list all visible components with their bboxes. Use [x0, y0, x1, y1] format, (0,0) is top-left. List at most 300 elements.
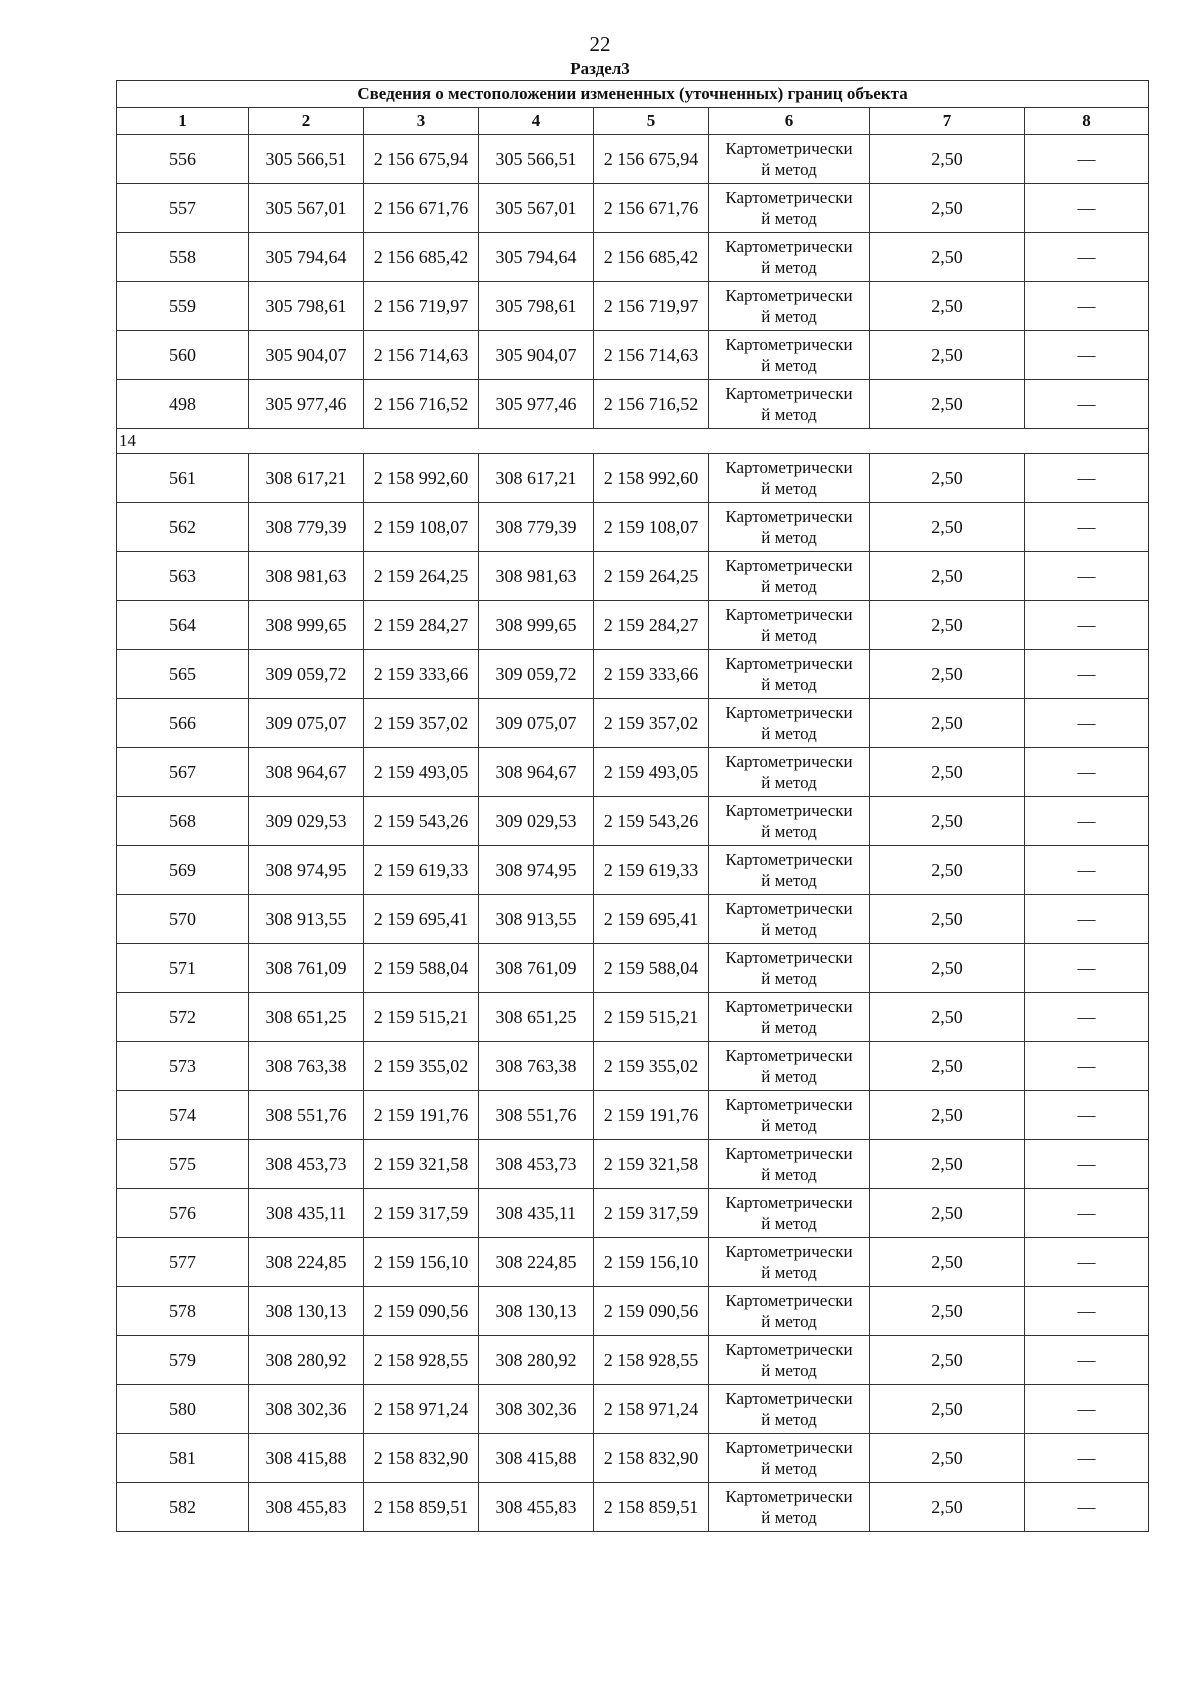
- refined-x-cell: 305 567,01: [479, 184, 594, 233]
- table-row: [117, 1483, 1149, 1532]
- method-text-line2: й метод: [761, 724, 817, 743]
- point-number-cell: 564: [117, 601, 249, 650]
- method-cell: [709, 1189, 870, 1238]
- description-cell: —: [1025, 331, 1149, 380]
- description-cell: —: [1025, 748, 1149, 797]
- accuracy-cell: 2,50: [870, 552, 1025, 601]
- table-row: [117, 135, 1149, 184]
- existing-y-cell: 2 156 719,97: [364, 282, 479, 331]
- accuracy-cell: 2,50: [870, 1385, 1025, 1434]
- accuracy-cell: 2,50: [870, 1189, 1025, 1238]
- accuracy-cell: 2,50: [870, 993, 1025, 1042]
- refined-x-cell: 308 981,63: [479, 552, 594, 601]
- existing-y-cell: 2 156 685,42: [364, 233, 479, 282]
- method-text-line1: Картометрически: [725, 335, 853, 354]
- method-text-line2: й метод: [761, 1508, 817, 1527]
- refined-y-cell: 2 156 671,76: [594, 184, 709, 233]
- table-row: [117, 331, 1149, 380]
- method-text-line2: й метод: [761, 920, 817, 939]
- point-number-cell: 573: [117, 1042, 249, 1091]
- method-text-line2: й метод: [761, 209, 817, 228]
- point-number-cell: 571: [117, 944, 249, 993]
- existing-x-cell: 308 913,55: [249, 895, 364, 944]
- existing-x-cell: 308 964,67: [249, 748, 364, 797]
- table-row: [117, 1434, 1149, 1483]
- point-number-cell: 576: [117, 1189, 249, 1238]
- method-text-line1: Картометрически: [725, 556, 853, 575]
- table-row: [117, 1385, 1149, 1434]
- existing-x-cell: 308 435,11: [249, 1189, 364, 1238]
- description-cell: —: [1025, 184, 1149, 233]
- existing-x-cell: 305 566,51: [249, 135, 364, 184]
- accuracy-cell: 2,50: [870, 1434, 1025, 1483]
- refined-x-cell: 308 551,76: [479, 1091, 594, 1140]
- description-cell: —: [1025, 944, 1149, 993]
- column-header-6: 6: [709, 108, 870, 135]
- point-number-cell: 570: [117, 895, 249, 944]
- method-text-line2: й метод: [761, 871, 817, 890]
- refined-x-cell: 308 435,11: [479, 1189, 594, 1238]
- refined-x-cell: 305 794,64: [479, 233, 594, 282]
- method-text-line1: Картометрически: [725, 1046, 853, 1065]
- method-text-line1: Картометрически: [725, 850, 853, 869]
- existing-y-cell: 2 158 928,55: [364, 1336, 479, 1385]
- table-row: [117, 895, 1149, 944]
- page-number: 22: [589, 32, 611, 56]
- method-text-line2: й метод: [761, 1067, 817, 1086]
- method-text-line1: Картометрически: [725, 507, 853, 526]
- existing-y-cell: 2 158 859,51: [364, 1483, 479, 1532]
- method-text-line1: Картометрически: [725, 1340, 853, 1359]
- existing-y-cell: 2 158 971,24: [364, 1385, 479, 1434]
- existing-y-cell: 2 159 108,07: [364, 503, 479, 552]
- point-number-cell: 568: [117, 797, 249, 846]
- existing-x-cell: 305 567,01: [249, 184, 364, 233]
- existing-x-cell: 308 415,88: [249, 1434, 364, 1483]
- existing-x-cell: 308 224,85: [249, 1238, 364, 1287]
- accuracy-cell: 2,50: [870, 699, 1025, 748]
- method-cell: [709, 1385, 870, 1434]
- accuracy-cell: 2,50: [870, 1483, 1025, 1532]
- existing-y-cell: 2 159 156,10: [364, 1238, 479, 1287]
- accuracy-cell: 2,50: [870, 846, 1025, 895]
- point-number-cell: 562: [117, 503, 249, 552]
- table-row: [117, 993, 1149, 1042]
- existing-y-cell: 2 159 264,25: [364, 552, 479, 601]
- existing-y-cell: 2 158 832,90: [364, 1434, 479, 1483]
- refined-y-cell: 2 159 090,56: [594, 1287, 709, 1336]
- refined-y-cell: 2 159 191,76: [594, 1091, 709, 1140]
- accuracy-cell: 2,50: [870, 1042, 1025, 1091]
- method-text-line1: Картометрически: [725, 703, 853, 722]
- method-cell: [709, 1336, 870, 1385]
- table-row: [117, 846, 1149, 895]
- existing-y-cell: 2 159 695,41: [364, 895, 479, 944]
- accuracy-cell: 2,50: [870, 282, 1025, 331]
- table-row: [117, 184, 1149, 233]
- method-text-line1: Картометрически: [725, 1487, 853, 1506]
- existing-x-cell: 308 763,38: [249, 1042, 364, 1091]
- method-cell: [709, 1434, 870, 1483]
- accuracy-cell: 2,50: [870, 797, 1025, 846]
- refined-y-cell: 2 156 675,94: [594, 135, 709, 184]
- method-text-line2: й метод: [761, 258, 817, 277]
- existing-x-cell: 308 551,76: [249, 1091, 364, 1140]
- table-row: [117, 454, 1149, 503]
- method-text-line2: й метод: [761, 1263, 817, 1282]
- method-text-line2: й метод: [761, 1312, 817, 1331]
- refined-y-cell: 2 156 714,63: [594, 331, 709, 380]
- existing-y-cell: 2 159 333,66: [364, 650, 479, 699]
- column-header-2: 2: [249, 108, 364, 135]
- table-caption: Сведения о местоположении измененных (уточненных) границ объекта: [117, 81, 1149, 108]
- method-text-line2: й метод: [761, 822, 817, 841]
- existing-x-cell: 308 130,13: [249, 1287, 364, 1336]
- existing-x-cell: 308 779,39: [249, 503, 364, 552]
- method-text-line2: й метод: [761, 1116, 817, 1135]
- column-header-7: 7: [870, 108, 1025, 135]
- method-text-line1: Картометрически: [725, 948, 853, 967]
- method-text-line2: й метод: [761, 1410, 817, 1429]
- description-cell: —: [1025, 699, 1149, 748]
- method-cell: [709, 846, 870, 895]
- method-text-line2: й метод: [761, 1214, 817, 1233]
- description-cell: —: [1025, 601, 1149, 650]
- existing-x-cell: 308 280,92: [249, 1336, 364, 1385]
- description-cell: —: [1025, 895, 1149, 944]
- method-cell: [709, 993, 870, 1042]
- column-header-1: 1: [117, 108, 249, 135]
- method-cell: [709, 748, 870, 797]
- description-cell: —: [1025, 1434, 1149, 1483]
- point-number-cell: 572: [117, 993, 249, 1042]
- existing-x-cell: 308 453,73: [249, 1140, 364, 1189]
- accuracy-cell: 2,50: [870, 650, 1025, 699]
- method-text-line1: Картометрически: [725, 752, 853, 771]
- refined-x-cell: 309 029,53: [479, 797, 594, 846]
- accuracy-cell: 2,50: [870, 454, 1025, 503]
- description-cell: —: [1025, 1140, 1149, 1189]
- refined-x-cell: 309 075,07: [479, 699, 594, 748]
- refined-x-cell: 308 302,36: [479, 1385, 594, 1434]
- existing-y-cell: 2 156 671,76: [364, 184, 479, 233]
- method-cell: [709, 454, 870, 503]
- table-row: [117, 233, 1149, 282]
- existing-y-cell: 2 159 355,02: [364, 1042, 479, 1091]
- existing-y-cell: 2 158 992,60: [364, 454, 479, 503]
- point-number-cell: 578: [117, 1287, 249, 1336]
- method-text-line1: Картометрически: [725, 605, 853, 624]
- table-row: [117, 601, 1149, 650]
- description-cell: —: [1025, 233, 1149, 282]
- refined-x-cell: 305 798,61: [479, 282, 594, 331]
- existing-x-cell: 305 794,64: [249, 233, 364, 282]
- existing-x-cell: 308 999,65: [249, 601, 364, 650]
- accuracy-cell: 2,50: [870, 135, 1025, 184]
- method-cell: [709, 503, 870, 552]
- existing-y-cell: 2 159 619,33: [364, 846, 479, 895]
- accuracy-cell: 2,50: [870, 331, 1025, 380]
- method-cell: [709, 1140, 870, 1189]
- point-number-cell: 582: [117, 1483, 249, 1532]
- refined-y-cell: 2 158 832,90: [594, 1434, 709, 1483]
- table-caption-row: [117, 81, 1149, 108]
- method-text-line1: Картометрически: [725, 654, 853, 673]
- method-text-line2: й метод: [761, 1018, 817, 1037]
- refined-x-cell: 308 964,67: [479, 748, 594, 797]
- method-text-line2: й метод: [761, 479, 817, 498]
- description-cell: —: [1025, 650, 1149, 699]
- refined-y-cell: 2 159 543,26: [594, 797, 709, 846]
- method-cell: [709, 650, 870, 699]
- existing-y-cell: 2 159 515,21: [364, 993, 479, 1042]
- table-row: [117, 650, 1149, 699]
- method-cell: [709, 233, 870, 282]
- method-text-line1: Картометрически: [725, 237, 853, 256]
- point-number-cell: 498: [117, 380, 249, 429]
- method-text-line1: Картометрически: [725, 1242, 853, 1261]
- table-row: [117, 1140, 1149, 1189]
- column-header-3: 3: [364, 108, 479, 135]
- column-header-4: 4: [479, 108, 594, 135]
- accuracy-cell: 2,50: [870, 748, 1025, 797]
- existing-y-cell: 2 159 317,59: [364, 1189, 479, 1238]
- description-cell: —: [1025, 1483, 1149, 1532]
- method-text-line2: й метод: [761, 577, 817, 596]
- method-cell: [709, 1483, 870, 1532]
- method-cell: [709, 331, 870, 380]
- description-cell: —: [1025, 1238, 1149, 1287]
- refined-y-cell: 2 158 859,51: [594, 1483, 709, 1532]
- refined-x-cell: 308 651,25: [479, 993, 594, 1042]
- point-number-cell: 557: [117, 184, 249, 233]
- refined-x-cell: 308 974,95: [479, 846, 594, 895]
- description-cell: —: [1025, 1091, 1149, 1140]
- method-text-line2: й метод: [761, 1361, 817, 1380]
- table-row: [117, 699, 1149, 748]
- refined-y-cell: 2 156 685,42: [594, 233, 709, 282]
- refined-x-cell: 308 617,21: [479, 454, 594, 503]
- existing-y-cell: 2 159 357,02: [364, 699, 479, 748]
- refined-x-cell: 308 761,09: [479, 944, 594, 993]
- method-cell: [709, 552, 870, 601]
- table-row: [117, 1042, 1149, 1091]
- point-number-cell: 563: [117, 552, 249, 601]
- method-cell: [709, 797, 870, 846]
- refined-y-cell: 2 159 619,33: [594, 846, 709, 895]
- method-text-line2: й метод: [761, 675, 817, 694]
- point-number-cell: 565: [117, 650, 249, 699]
- refined-y-cell: 2 159 284,27: [594, 601, 709, 650]
- section-title: Раздел3: [570, 59, 630, 78]
- existing-y-cell: 2 159 543,26: [364, 797, 479, 846]
- column-header-8: 8: [1025, 108, 1149, 135]
- table-row: [117, 748, 1149, 797]
- refined-y-cell: 2 159 317,59: [594, 1189, 709, 1238]
- description-cell: —: [1025, 1385, 1149, 1434]
- boundary-coordinates-table: [116, 80, 1149, 1532]
- description-cell: —: [1025, 846, 1149, 895]
- table-row: [117, 1336, 1149, 1385]
- method-text-line1: Картометрически: [725, 188, 853, 207]
- point-number-cell: 561: [117, 454, 249, 503]
- method-cell: [709, 1287, 870, 1336]
- existing-x-cell: 308 981,63: [249, 552, 364, 601]
- point-number-cell: 575: [117, 1140, 249, 1189]
- accuracy-cell: 2,50: [870, 1238, 1025, 1287]
- table-row: [117, 1287, 1149, 1336]
- column-header-5: 5: [594, 108, 709, 135]
- existing-y-cell: 2 159 191,76: [364, 1091, 479, 1140]
- method-text-line2: й метод: [761, 405, 817, 424]
- table-row: [117, 1189, 1149, 1238]
- description-cell: —: [1025, 135, 1149, 184]
- method-text-line1: Картометрически: [725, 1193, 853, 1212]
- refined-x-cell: 308 224,85: [479, 1238, 594, 1287]
- method-text-line1: Картометрически: [725, 1438, 853, 1457]
- point-number-cell: 569: [117, 846, 249, 895]
- method-text-line2: й метод: [761, 356, 817, 375]
- existing-x-cell: 309 029,53: [249, 797, 364, 846]
- refined-y-cell: 2 158 928,55: [594, 1336, 709, 1385]
- description-cell: —: [1025, 1287, 1149, 1336]
- table-row: [117, 797, 1149, 846]
- point-number-cell: 556: [117, 135, 249, 184]
- refined-y-cell: 2 159 357,02: [594, 699, 709, 748]
- existing-x-cell: 305 977,46: [249, 380, 364, 429]
- point-number-cell: 577: [117, 1238, 249, 1287]
- refined-y-cell: 2 158 992,60: [594, 454, 709, 503]
- point-number-cell: 574: [117, 1091, 249, 1140]
- refined-x-cell: 308 453,73: [479, 1140, 594, 1189]
- refined-x-cell: 309 059,72: [479, 650, 594, 699]
- refined-y-cell: 2 159 156,10: [594, 1238, 709, 1287]
- description-cell: —: [1025, 1042, 1149, 1091]
- refined-y-cell: 2 159 695,41: [594, 895, 709, 944]
- point-number-cell: 579: [117, 1336, 249, 1385]
- existing-x-cell: 308 651,25: [249, 993, 364, 1042]
- method-text-line1: Картометрически: [725, 1095, 853, 1114]
- refined-x-cell: 308 999,65: [479, 601, 594, 650]
- refined-x-cell: 308 280,92: [479, 1336, 594, 1385]
- refined-x-cell: 308 415,88: [479, 1434, 594, 1483]
- accuracy-cell: 2,50: [870, 1336, 1025, 1385]
- table-row: [117, 552, 1149, 601]
- existing-y-cell: 2 156 675,94: [364, 135, 479, 184]
- point-number-cell: 558: [117, 233, 249, 282]
- method-text-line1: Картометрически: [725, 997, 853, 1016]
- existing-y-cell: 2 159 284,27: [364, 601, 479, 650]
- existing-x-cell: 305 798,61: [249, 282, 364, 331]
- refined-y-cell: 2 159 493,05: [594, 748, 709, 797]
- existing-y-cell: 2 159 588,04: [364, 944, 479, 993]
- existing-y-cell: 2 156 716,52: [364, 380, 479, 429]
- column-number-row: [117, 108, 1149, 135]
- accuracy-cell: 2,50: [870, 1140, 1025, 1189]
- accuracy-cell: 2,50: [870, 895, 1025, 944]
- refined-y-cell: 2 156 716,52: [594, 380, 709, 429]
- existing-y-cell: 2 159 493,05: [364, 748, 479, 797]
- refined-y-cell: 2 159 264,25: [594, 552, 709, 601]
- method-text-line1: Картометрически: [725, 899, 853, 918]
- refined-y-cell: 2 159 588,04: [594, 944, 709, 993]
- method-cell: [709, 601, 870, 650]
- accuracy-cell: 2,50: [870, 1091, 1025, 1140]
- point-number-cell: 581: [117, 1434, 249, 1483]
- refined-x-cell: 308 779,39: [479, 503, 594, 552]
- point-number-cell: 560: [117, 331, 249, 380]
- point-number-cell: 566: [117, 699, 249, 748]
- table-row: [117, 1091, 1149, 1140]
- table-row: [117, 503, 1149, 552]
- existing-x-cell: 308 302,36: [249, 1385, 364, 1434]
- method-text-line1: Картометрически: [725, 1389, 853, 1408]
- method-text-line2: й метод: [761, 626, 817, 645]
- method-cell: [709, 944, 870, 993]
- contour-group-label: 14: [117, 429, 1149, 454]
- method-text-line2: й метод: [761, 773, 817, 792]
- existing-x-cell: 308 617,21: [249, 454, 364, 503]
- description-cell: —: [1025, 282, 1149, 331]
- refined-y-cell: 2 158 971,24: [594, 1385, 709, 1434]
- description-cell: —: [1025, 552, 1149, 601]
- point-number-cell: 567: [117, 748, 249, 797]
- existing-y-cell: 2 159 321,58: [364, 1140, 479, 1189]
- method-text-line1: Картометрически: [725, 801, 853, 820]
- method-text-line1: Картометрически: [725, 384, 853, 403]
- refined-x-cell: 305 977,46: [479, 380, 594, 429]
- method-cell: [709, 1091, 870, 1140]
- description-cell: —: [1025, 454, 1149, 503]
- method-text-line2: й метод: [761, 1459, 817, 1478]
- table-row: [117, 944, 1149, 993]
- refined-y-cell: 2 159 515,21: [594, 993, 709, 1042]
- accuracy-cell: 2,50: [870, 503, 1025, 552]
- contour-group-row: [117, 429, 1149, 454]
- method-cell: [709, 380, 870, 429]
- existing-x-cell: 309 059,72: [249, 650, 364, 699]
- point-number-cell: 559: [117, 282, 249, 331]
- refined-x-cell: 308 455,83: [479, 1483, 594, 1532]
- accuracy-cell: 2,50: [870, 233, 1025, 282]
- refined-y-cell: 2 159 333,66: [594, 650, 709, 699]
- refined-x-cell: 308 763,38: [479, 1042, 594, 1091]
- accuracy-cell: 2,50: [870, 944, 1025, 993]
- existing-x-cell: 305 904,07: [249, 331, 364, 380]
- description-cell: —: [1025, 993, 1149, 1042]
- refined-x-cell: 308 913,55: [479, 895, 594, 944]
- refined-y-cell: 2 156 719,97: [594, 282, 709, 331]
- existing-x-cell: 308 761,09: [249, 944, 364, 993]
- refined-y-cell: 2 159 108,07: [594, 503, 709, 552]
- method-text-line2: й метод: [761, 307, 817, 326]
- method-text-line2: й метод: [761, 1165, 817, 1184]
- existing-x-cell: 308 974,95: [249, 846, 364, 895]
- refined-y-cell: 2 159 355,02: [594, 1042, 709, 1091]
- method-text-line1: Картометрически: [725, 1291, 853, 1310]
- description-cell: —: [1025, 380, 1149, 429]
- accuracy-cell: 2,50: [870, 1287, 1025, 1336]
- description-cell: —: [1025, 797, 1149, 846]
- refined-x-cell: 305 904,07: [479, 331, 594, 380]
- method-cell: [709, 282, 870, 331]
- method-cell: [709, 135, 870, 184]
- description-cell: —: [1025, 1189, 1149, 1238]
- accuracy-cell: 2,50: [870, 184, 1025, 233]
- table-row: [117, 380, 1149, 429]
- method-text-line2: й метод: [761, 969, 817, 988]
- method-cell: [709, 184, 870, 233]
